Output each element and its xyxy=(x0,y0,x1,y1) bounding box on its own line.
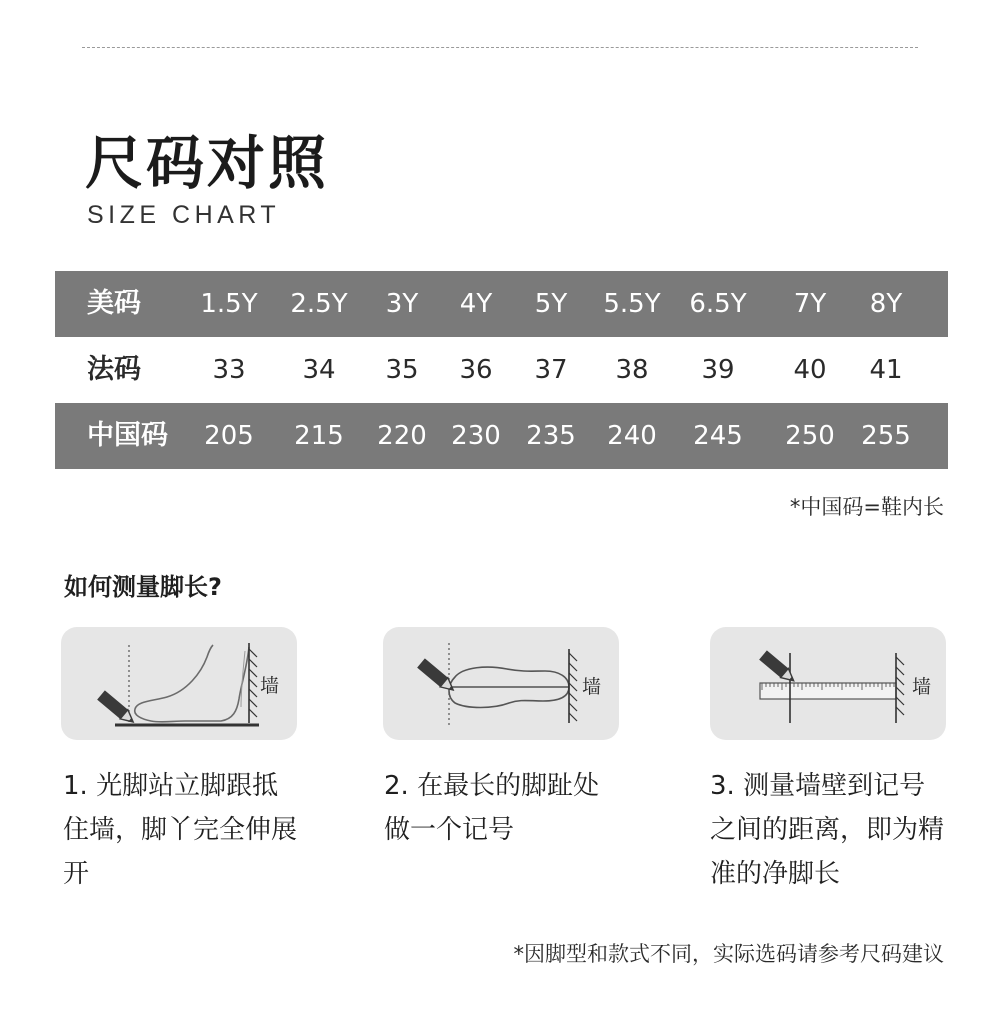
size-cell: 34 xyxy=(302,355,336,385)
size-cell: 35 xyxy=(385,355,419,385)
page-title: 尺码对照 xyxy=(85,129,330,197)
size-cell: 6.5Y xyxy=(689,289,747,319)
step-3-text: 3. 测量墙壁到记号之间的距离，即为精准的净脚长 xyxy=(710,771,945,889)
size-cell: 245 xyxy=(693,421,743,451)
size-cell: 7Y xyxy=(793,289,827,319)
size-cell: 250 xyxy=(785,421,835,451)
size-cell: 230 xyxy=(451,421,501,451)
size-cell: 5.5Y xyxy=(603,289,661,319)
step-2-card xyxy=(383,627,619,740)
top-dashed-divider xyxy=(82,47,918,48)
size-cell: 1.5Y xyxy=(200,289,258,319)
foot-side-wall-icon xyxy=(61,627,297,740)
size-cell: 4Y xyxy=(459,289,493,319)
step-2-text: 2. 在最长的脚趾处做一个记号 xyxy=(384,771,600,845)
size-cell: 36 xyxy=(459,355,493,385)
size-cell: 205 xyxy=(204,421,254,451)
size-cell: 5Y xyxy=(534,289,568,319)
wall-label: 墙 xyxy=(912,676,932,698)
size-cell: 3Y xyxy=(385,289,419,319)
size-cell: 39 xyxy=(701,355,735,385)
size-cell: 8Y xyxy=(869,289,903,319)
wall-label: 墙 xyxy=(260,675,280,697)
size-cell: 235 xyxy=(526,421,576,451)
size-row-eu xyxy=(55,337,948,403)
size-cell: 220 xyxy=(377,421,427,451)
wall-label: 墙 xyxy=(582,676,602,698)
size-cell: 38 xyxy=(615,355,649,385)
size-chart-table xyxy=(55,271,948,469)
cn-size-note: *中国码=鞋内长 xyxy=(789,495,944,519)
size-cell: 240 xyxy=(607,421,657,451)
size-cell: 215 xyxy=(294,421,344,451)
size-cell: 33 xyxy=(212,355,246,385)
size-cell: 255 xyxy=(861,421,911,451)
size-cell: 40 xyxy=(793,355,827,385)
row-label: 美码 xyxy=(87,288,141,319)
size-row-us xyxy=(55,271,948,337)
step-3-card xyxy=(710,627,946,740)
measure-heading: 如何测量脚长? xyxy=(64,573,222,601)
size-cell: 37 xyxy=(534,355,568,385)
step-1-card xyxy=(61,627,297,740)
foot-outline-mark-icon xyxy=(383,627,619,740)
row-label: 中国码 xyxy=(87,420,168,451)
footer-note: *因脚型和款式不同，实际选码请参考尺码建议 xyxy=(513,942,944,966)
size-row-cn xyxy=(55,403,948,469)
row-label: 法码 xyxy=(87,354,141,385)
step-1-text: 1. 光脚站立脚跟抵住墙，脚丫完全伸展开 xyxy=(63,771,298,889)
size-cell: 2.5Y xyxy=(290,289,348,319)
page-subtitle: SIZE CHART xyxy=(87,201,281,229)
size-cell: 41 xyxy=(869,355,903,385)
ruler-measure-icon xyxy=(710,627,946,740)
